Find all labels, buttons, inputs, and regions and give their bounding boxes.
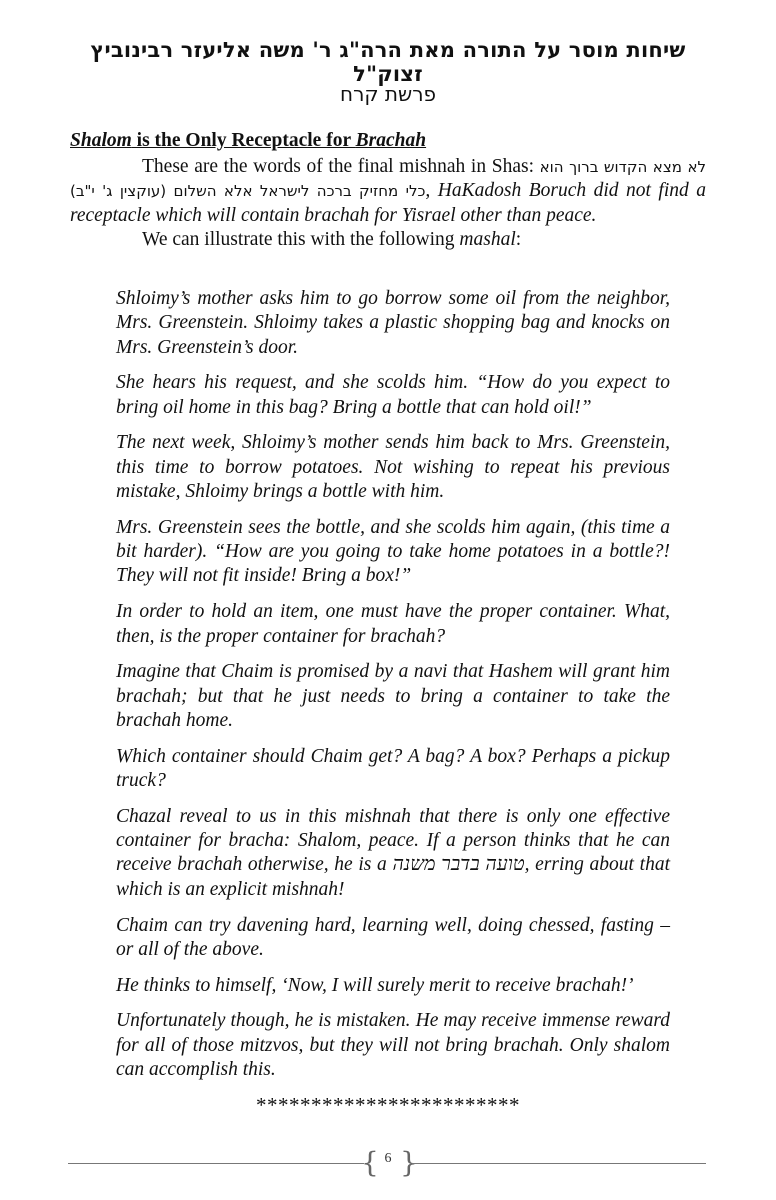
illustrate-paragraph <box>70 228 706 252</box>
p8-end: , erring about that which is an explicit mishnah! <box>116 854 670 900</box>
mashal-paragraph-10: He thinks to himself, ‘Now, I will surely merit to receive brachah!’ <box>116 974 634 996</box>
mashal-paragraph-7: Which container should Chaim get? A bag? A box? Perhaps a pickup truck? <box>116 745 670 792</box>
intro-hebrew-quote: לא מצא הקדוש ברוך הוא כלי מחזיק ברכה לישראל אלא השלום (עוקצין ג' י"ב) <box>70 158 707 201</box>
hebrew-series-title: שיחות מוסר על התורה מאת הרה"ג ר' משה אליעזר רבינוביץ זצוק"ל <box>90 38 686 86</box>
intro-lead: These are the words of the final mishnah in Shas: <box>142 156 540 177</box>
illustrate-mashal-word: mashal <box>459 228 516 250</box>
mashal-paragraph-11: Unfortunately though, he is mistaken. He may receive immense reward for all of those mitzvos, but they will not bring brachah. Only shalom can accomplish this. <box>116 1010 670 1081</box>
mashal-block <box>116 287 670 1094</box>
article-heading <box>70 130 426 152</box>
heading-middle: is the Only Receptacle for <box>131 130 356 151</box>
p8-lead: Chazal reveal to us in this mishnah that there is only one effective container for bracha: Shalom, peace. If a person thinks that he can receive brachah otherwise, he is a <box>116 805 670 876</box>
illustrate-lead: We can illustrate this with the following <box>142 228 460 250</box>
page-number: 6 <box>384 1151 392 1166</box>
mashal-paragraph-2: She hears his request, and she scolds him. “How do you expect to bring oil home in this bag? Bring a bottle that can hold oil!” <box>116 372 670 418</box>
mashal-paragraph-9: Chaim can try davening hard, learning well, doing chessed, fasting – or all of the above. <box>116 914 670 960</box>
page-number-bracket-right: } <box>400 1146 418 1179</box>
intro-section <box>70 155 706 252</box>
mashal-paragraph-3: The next week, Shloimy’s mother sends him back to Mrs. Greenstein, this time to borrow potatoes. Not wishing to repeat his previous mistake, Shloimy brings a bottle with him. <box>116 432 670 503</box>
heading-brachah: Brachah <box>355 130 427 151</box>
mashal-paragraph-4: Mrs. Greenstein sees the bottle, and she scolds him again, (this time a bit harder). “How are you going to take home potatoes in a bottle?! They will not fit inside! Bring a box!” <box>116 516 670 587</box>
p8-hebrew: טועה בדבר משנה <box>392 854 525 876</box>
mashal-paragraph-8 <box>116 805 670 902</box>
illustrate-end: : <box>515 228 522 250</box>
footer-rule-right <box>412 1163 706 1164</box>
intro-translation: , HaKadosh Boruch did not find a receptacle which will contain brachah for Yisrael other than peace. <box>70 180 706 226</box>
section-separator: ************************ <box>256 1093 520 1117</box>
mashal-paragraph-6: Imagine that Chaim is promised by a navi that Hashem will grant him brachah; but that he just needs to bring a container to take the brachah home. <box>116 661 670 731</box>
footer-rule-left <box>68 1163 364 1164</box>
heading-shalom: Shalom <box>70 130 132 151</box>
intro-paragraph <box>70 155 706 228</box>
page-number-bracket-left: { <box>361 1146 379 1179</box>
parsha-name: פרשת קרח <box>340 82 436 106</box>
mashal-paragraph-5: In order to hold an item, one must have the proper container. What, then, is the proper container for brachah? <box>116 601 670 647</box>
mashal-paragraph-1: Shloimy’s mother asks him to go borrow some oil from the neighbor, Mrs. Greenstein. Shloimy takes a plastic shopping bag and knocks on Mrs. Greenstein’s door. <box>116 288 670 358</box>
